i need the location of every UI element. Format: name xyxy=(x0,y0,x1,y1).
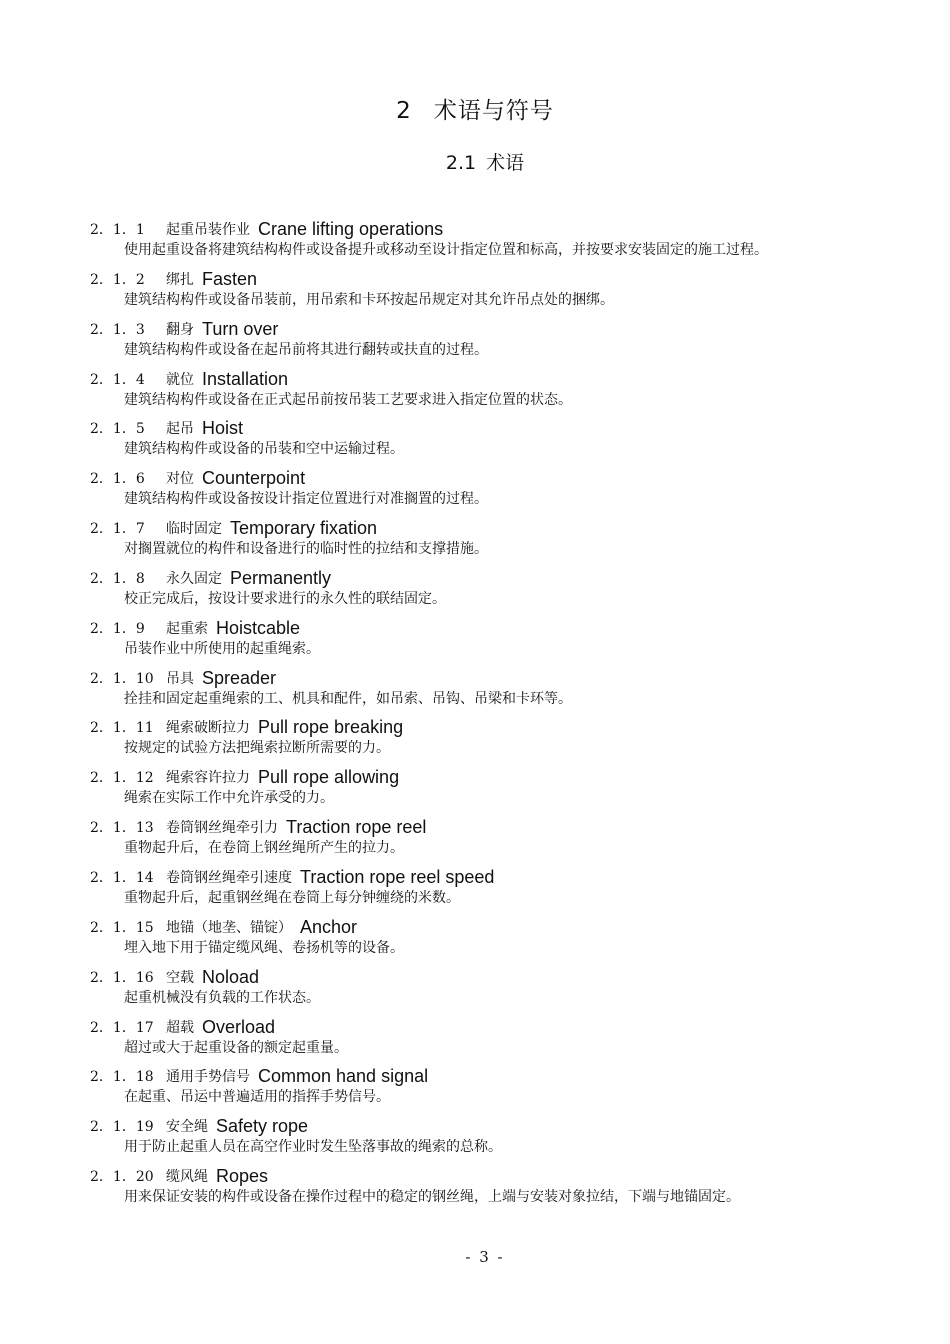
term-number: 2．1．16 xyxy=(90,969,154,986)
term-number: 2．1．9 xyxy=(90,620,145,637)
term-chinese-name: 起吊 xyxy=(166,421,194,438)
term-english-name: Hoistcable xyxy=(216,617,301,638)
term-chinese-name: 临时固定 xyxy=(166,521,222,538)
section-number: 2.1 xyxy=(445,152,477,174)
term-english-name: Pull rope breaking xyxy=(258,717,404,738)
term-english-name: Crane lifting operations xyxy=(258,219,444,239)
term-entry xyxy=(90,762,910,812)
term-entry xyxy=(90,413,910,463)
term-definition: 用来保证安装的构件或设备在操作过程中的稳定的钢丝绳，上端与安装对象拉结，下端与地锚固定。 xyxy=(124,1189,740,1206)
term-chinese-name: 缆风绳 xyxy=(166,1169,208,1186)
term-number: 2．1．13 xyxy=(90,820,154,837)
term-number: 2．1．2 xyxy=(90,271,145,288)
chapter-title xyxy=(0,92,950,125)
term-chinese-name: 地锚（地垄、锚锭） xyxy=(166,919,292,936)
term-english-name: Fasten xyxy=(202,268,258,289)
term-english-name: Traction rope reel speed xyxy=(300,866,495,887)
term-number: 2．1．15 xyxy=(90,919,154,936)
term-heading xyxy=(90,1161,268,1187)
term-chinese-name: 永久固定 xyxy=(166,570,222,587)
term-chinese-name: 空载 xyxy=(166,969,194,986)
term-entry xyxy=(90,264,910,314)
term-number: 2．1．4 xyxy=(90,371,145,388)
term-entry xyxy=(90,613,910,663)
term-heading xyxy=(90,962,259,988)
term-definition: 建筑结构构件或设备按设计指定位置进行对准搁置的过程。 xyxy=(124,491,488,508)
term-chinese-name: 翻身 xyxy=(166,321,194,338)
term-definition: 校正完成后，按设计要求进行的永久性的联结固定。 xyxy=(124,590,446,607)
term-number: 2．1．11 xyxy=(90,720,154,737)
term-english-name: Pull rope allowing xyxy=(258,767,400,788)
term-chinese-name: 超载 xyxy=(166,1019,194,1036)
term-entry xyxy=(90,463,910,513)
term-heading xyxy=(90,214,443,240)
term-heading xyxy=(90,264,257,290)
term-number: 2．1．19 xyxy=(90,1119,154,1136)
term-definition: 绳索在实际工作中允许承受的力。 xyxy=(124,790,334,807)
term-number: 2．1．7 xyxy=(90,521,145,538)
term-entry xyxy=(90,912,910,962)
term-english-name: Overload xyxy=(202,1016,276,1037)
section-title xyxy=(0,148,950,175)
term-english-name: Installation xyxy=(202,368,289,389)
term-english-name: Spreader xyxy=(202,667,277,688)
chapter-title-text: 术语与符号 xyxy=(433,98,554,124)
term-number: 2．1．5 xyxy=(90,421,145,438)
section-title-text: 术语 xyxy=(486,152,525,174)
term-heading xyxy=(90,563,331,589)
term-heading xyxy=(90,712,403,738)
term-definition: 对搁置就位的构件和设备进行的临时性的拉结和支撑措施。 xyxy=(124,541,488,558)
term-number: 2．1．6 xyxy=(90,471,145,488)
term-english-name: Traction rope reel xyxy=(286,817,427,838)
term-chinese-name: 卷筒钢丝绳牵引速度 xyxy=(166,869,292,886)
term-heading xyxy=(90,364,288,390)
terms-list xyxy=(90,214,910,1211)
term-english-name: Counterpoint xyxy=(202,468,306,489)
term-definition: 建筑结构构件或设备的吊装和空中运输过程。 xyxy=(124,441,404,458)
term-english-name: Noload xyxy=(202,966,260,987)
term-entry xyxy=(90,712,910,762)
term-english-name: Ropes xyxy=(216,1166,269,1187)
term-number: 2．1．1 xyxy=(90,222,145,238)
term-definition: 吊装作业中所使用的起重绳索。 xyxy=(124,640,320,657)
term-heading xyxy=(90,912,357,938)
term-chinese-name: 起重索 xyxy=(166,620,208,637)
term-entry xyxy=(90,314,910,364)
term-entry xyxy=(90,563,910,613)
term-english-name: Safety rope xyxy=(216,1116,309,1137)
term-heading xyxy=(90,663,276,689)
term-heading xyxy=(90,862,494,888)
term-english-name: Hoist xyxy=(202,418,244,439)
term-english-name: Anchor xyxy=(300,916,358,937)
term-definition: 建筑结构构件或设备在起吊前将其进行翻转或扶直的过程。 xyxy=(124,341,488,358)
term-definition: 重物起升后，起重钢丝绳在卷筒上每分钟缠绕的米数。 xyxy=(124,889,460,906)
term-number: 2．1．17 xyxy=(90,1019,154,1036)
term-entry xyxy=(90,812,910,862)
term-entry xyxy=(90,962,910,1012)
term-entry xyxy=(90,1012,910,1062)
term-definition: 建筑结构构件或设备吊装前，用吊索和卡环按起吊规定对其允许吊点处的捆绑。 xyxy=(124,291,614,308)
term-number: 2．1．10 xyxy=(90,670,154,687)
term-definition: 起重机械没有负载的工作状态。 xyxy=(124,989,320,1006)
term-number: 2．1．14 xyxy=(90,869,154,886)
term-definition: 超过或大于起重设备的额定起重量。 xyxy=(124,1039,348,1056)
term-heading xyxy=(90,812,426,838)
term-entry xyxy=(90,364,910,414)
term-chinese-name: 就位 xyxy=(166,371,194,388)
term-definition: 拴挂和固定起重绳索的工、机具和配件，如吊索、吊钩、吊梁和卡环等。 xyxy=(124,690,572,707)
term-chinese-name: 安全绳 xyxy=(166,1119,208,1136)
term-entry xyxy=(90,663,910,713)
term-definition: 重物起升后，在卷筒上钢丝绳所产生的拉力。 xyxy=(124,840,404,857)
term-definition: 用于防止起重人员在高空作业时发生坠落事故的绳索的总称。 xyxy=(124,1139,502,1156)
term-entry xyxy=(90,862,910,912)
term-heading xyxy=(90,613,300,639)
term-number: 2．1．12 xyxy=(90,770,154,787)
term-entry xyxy=(90,1111,910,1161)
term-heading xyxy=(90,463,305,489)
term-heading xyxy=(90,1061,428,1087)
term-definition: 在起重、吊运中普遍适用的指挥手势信号。 xyxy=(124,1089,390,1106)
term-chinese-name: 卷筒钢丝绳牵引力 xyxy=(166,820,278,837)
chapter-number: 2 xyxy=(396,98,412,124)
term-chinese-name: 通用手势信号 xyxy=(166,1069,250,1086)
term-heading xyxy=(90,413,243,439)
term-heading xyxy=(90,1111,308,1137)
term-heading xyxy=(90,314,278,340)
term-chinese-name: 绳索容许拉力 xyxy=(166,770,250,787)
term-heading xyxy=(90,1012,275,1038)
term-definition: 建筑结构构件或设备在正式起吊前按吊装工艺要求进入指定位置的状态。 xyxy=(124,391,572,408)
term-number: 2．1．3 xyxy=(90,321,145,338)
term-number: 2．1．20 xyxy=(90,1169,154,1186)
term-english-name: Temporary fixation xyxy=(230,518,378,539)
term-entry xyxy=(90,513,910,563)
term-chinese-name: 绑扎 xyxy=(166,271,194,288)
term-english-name: Turn over xyxy=(202,318,279,339)
term-definition: 埋入地下用于锚定缆风绳、卷扬机等的设备。 xyxy=(124,939,404,956)
term-entry xyxy=(90,1161,910,1211)
term-entry xyxy=(90,214,910,264)
term-english-name: Permanently xyxy=(230,567,332,588)
term-number: 2．1．8 xyxy=(90,570,145,587)
term-chinese-name: 起重吊装作业 xyxy=(166,222,250,238)
term-number: 2．1．18 xyxy=(90,1069,154,1086)
term-chinese-name: 绳索破断拉力 xyxy=(166,720,250,737)
term-english-name: Common hand signal xyxy=(258,1066,429,1087)
term-chinese-name: 吊具 xyxy=(166,670,194,687)
term-chinese-name: 对位 xyxy=(166,471,194,488)
page-number: - 3 - xyxy=(465,1248,505,1266)
term-definition: 按规定的试验方法把绳索拉断所需要的力。 xyxy=(124,740,390,757)
term-heading xyxy=(90,513,377,539)
term-definition: 使用起重设备将建筑结构构件或设备提升或移动至设计指定位置和标高，并按要求安装固定的施工过程。 xyxy=(124,242,768,258)
term-entry xyxy=(90,1061,910,1111)
term-heading xyxy=(90,762,399,788)
